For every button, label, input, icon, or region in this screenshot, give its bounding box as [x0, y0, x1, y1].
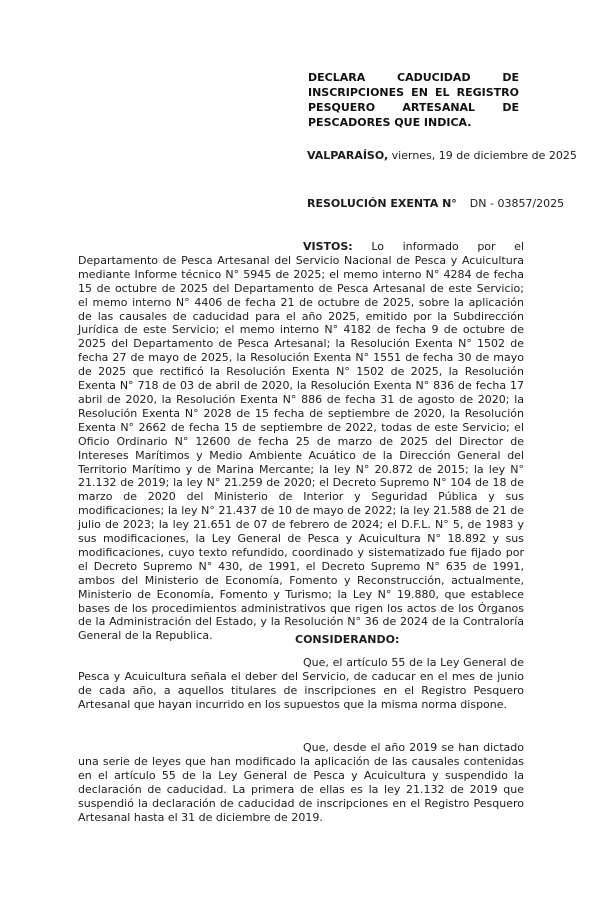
- considerando-heading: CONSIDERANDO:: [295, 633, 400, 646]
- date-text: viernes, 19 de diciembre de 2025: [388, 149, 577, 162]
- vistos-body: Lo informado por el Departamento de Pesca Artesanal del Servicio Nacional de Pesca y Acuicultura mediante Informe técnico N° 5945 de 2025; el memo interno N° 4284 de fecha 15 de octubre de 2025 del Departamento de Pesca Artesanal de este Servicio; el memo interno N° 4406 de fecha 21 de octubre de 2025, sobre la aplicación de las causales de caducidad para el año 2025, emitido por la Subdirección Jurídica de este Servicio; el memo interno N° 4182 de fecha 9 de octubre de 2025 del Departamento de Pesca Artesanal; la Resolución Exenta N° 1502 de fecha 27 de mayo de 2025, la Resolución Exenta N° 1551 de fecha 30 de mayo de 2025 que rectificó la Resolución Exenta N° 1502 de 2025, la Resolución Exenta N° 718 de 03 de abril de 2020, la Resolución Exenta N° 836 de fecha 17 abril de 2020, la Resolución Exenta N° 886 de fecha 31 de agosto de 2020; la Resolución Exenta N° 2028 de 15 fecha de septiembre de 2020, la Resolución Exenta N° 2662 de fecha 15 de septiembre de 2022, todas de este Servicio; el Oficio Ordinario N° 12600 de fecha 25 de marzo de 2025 del Director de Intereses Marítimos y Medio Ambiente Acuático de la Dirección General del Territorio Marítimo y de Marina Mercante; la ley N° 20.872 de 2015; la ley N° 21.132 de 2019; la ley N° 21.259 de 2020; el Decreto Supremo N° 104 de 18 de marzo de 2020 del Ministerio de Interior y Seguridad Pública y sus modificaciones; la ley N° 21.437 de 10 de mayo de 2022; la ley 21.588 de 21 de julio de 2023; la ley 21.651 de 07 de febrero de 2024; el D.F.L. N° 5, de 1983 y sus modificaciones, la Ley General de Pesca y Acuicultura N° 18.892 y sus modificaciones, cuyo texto refundido, coordinado y sistematizado fue fijado por el Decreto Supremo N° 430, de 1991, el Decreto Supremo N° 635 de 1991, ambos del Ministerio de Economía, Fomento y Reconstrucción, actualmente, Ministerio de Economía, Fomento y Turismo; la Ley N° 19.880, que establece bases de los procedimientos administrativos que rigen los actos de los Órganos de la Administración del Estado, y la Resolución N° 36 de 2024 de la Contraloría General de la Republica.: [78, 240, 524, 643]
- place-name: VALPARAÍSO,: [307, 149, 389, 162]
- resolution-number: DN - 03857/2025: [469, 197, 565, 210]
- place-date-line: [307, 149, 577, 163]
- resolution-line: [307, 197, 564, 211]
- considerando-paragraph-1: Que, el artículo 55 de la Ley General de Pesca y Acuicultura señala el deber del Servicio, de caducar en el mes de junio de cada año, a aquellos titulares de inscripciones en el Registro Pesquero Artesanal que hayan incurrido en los supuestos que la misma norma dispone.: [78, 656, 524, 711]
- vistos-paragraph: [78, 240, 524, 643]
- document-title: DECLARA CADUCIDAD DE INSCRIPCIONES EN EL REGISTRO PESQUERO ARTESANAL DE PESCADORES QUE INDICA.: [308, 71, 519, 129]
- resolution-label: RESOLUCIÓN EXENTA N°: [307, 197, 457, 210]
- vistos-heading: VISTOS:: [303, 240, 353, 253]
- considerando-paragraph-2: Que, desde el año 2019 se han dictado una serie de leyes que han modificado la aplicación de las causales contenidas en el artículo 55 de la Ley General de Pesca y Acuicultura y suspendido la declaración de caducidad. La primera de ellas es la ley 21.132 de 2019 que suspendió la declaración de caducidad de inscripciones en el Registro Pesquero Artesanal hasta el 31 de diciembre de 2019.: [78, 741, 524, 824]
